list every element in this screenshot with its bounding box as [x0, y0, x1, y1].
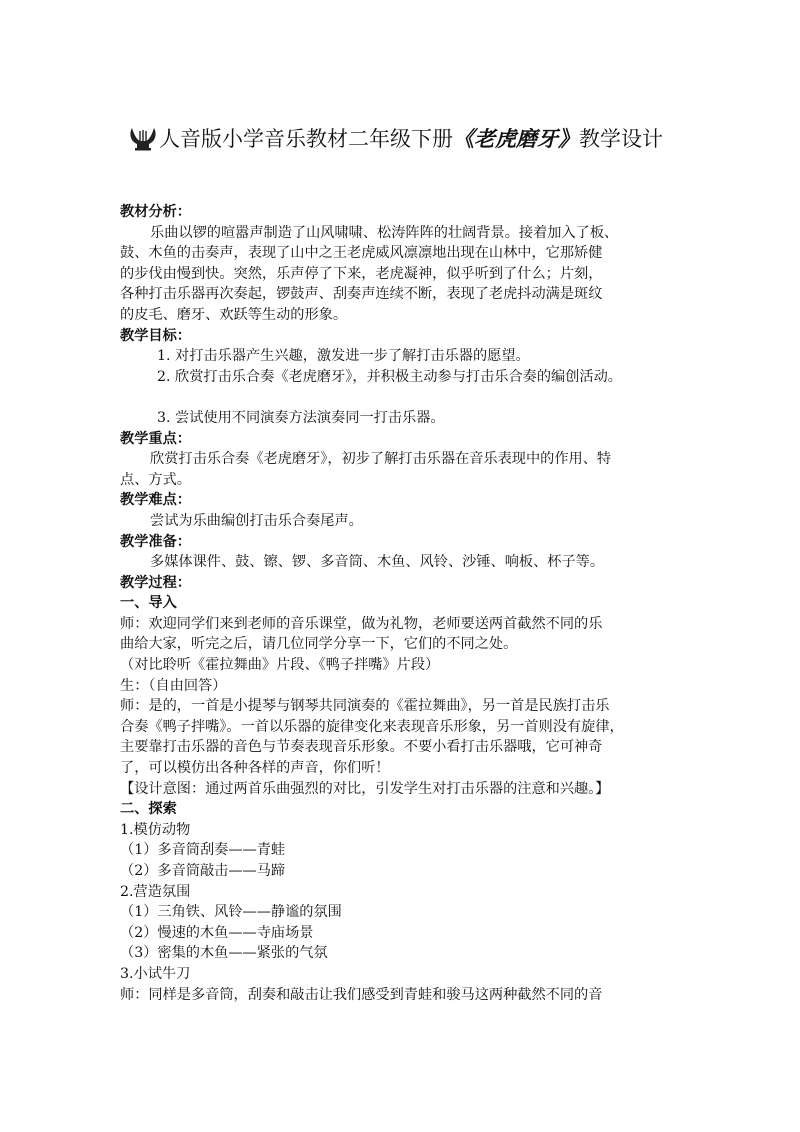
explore-line: （3）密集的木鱼——紧张的气氛 [120, 945, 328, 962]
difficulty-line: 尝试为乐曲编创打击乐合奏尾声。 [150, 512, 363, 529]
goal-item: 1. 对打击乐器产生兴趣，激发进一步了解打击乐器的愿望。 [157, 348, 530, 365]
analysis-line: 乐曲以锣的喧嚣声制造了山风啸啸、松涛阵阵的壮阔背景。接着加入了板、 [150, 224, 619, 241]
explore-line: 2.营造氛围 [120, 883, 191, 900]
title-song-name: 《老虎磨牙》 [453, 126, 579, 151]
analysis-line: 的步伐由慢到快。突然，乐声停了下来，老虎凝神，似乎听到了什么；片刻， [120, 265, 603, 282]
explore-line: 师：同样是多音筒，刮奏和敲击让我们感受到青蛙和骏马这两种截然不同的音 [120, 986, 603, 1003]
document-title [128, 122, 688, 156]
analysis-line: 各种打击乐器再次奏起，锣鼓声、刮奏声连续不断，表现了老虎抖动满是斑纹 [120, 286, 603, 303]
explore-line: （1）三角铁、风铃——静谧的氛围 [120, 904, 342, 921]
intro-line: （对比聆听《霍拉舞曲》片段、《鸭子拌嘴》片段） [120, 657, 440, 674]
explore-line: （2）多音筒敲击——马蹄 [120, 863, 286, 879]
intro-line: 【设计意图：通过两首乐曲强烈的对比，引发学生对打击乐器的注意和兴趣。】 [120, 780, 610, 797]
focus-line: 欣赏打击乐合奏《老虎磨牙》，初步了解打击乐器在音乐表现中的作用、特 [150, 451, 612, 468]
explore-line: （2）慢速的木鱼——寺庙场景 [120, 924, 314, 941]
analysis-line: 鼓、木鱼的击奏声，表现了山中之王老虎威风凛凛地出现在山林中，它那矫健 [120, 245, 603, 262]
process-heading: 教学过程： [120, 574, 191, 591]
explore-line: （1）多音筒刮奏——青蛙 [120, 842, 286, 859]
analysis-line: 的皮毛、磨牙、欢跃等生动的形象。 [120, 306, 348, 323]
intro-line: 主要靠打击乐器的音色与节奏表现音乐形象。不要小看打击乐器哦，它可神奇 [120, 739, 603, 756]
intro-line: 师：欢迎同学们来到老师的音乐课堂，做为礼物，老师要送两首截然不同的乐 [120, 615, 603, 632]
explore-line: 1.模仿动物 [120, 821, 191, 838]
difficulty-heading: 教学难点： [120, 492, 191, 509]
goals-heading: 教学目标： [120, 327, 191, 344]
goal-item: 2. 欣赏打击乐合奏《老虎磨牙》，并积极主动参与打击乐合奏的编创活动。 [157, 368, 622, 385]
explore-heading: 二、探索 [120, 801, 177, 818]
intro-heading: 一、导入 [120, 595, 177, 612]
intro-line: 合奏《鸭子拌嘴》。一首以乐器的旋律变化来表现音乐形象，另一首则没有旋律， [120, 718, 624, 735]
intro-line: 生：（自由回答） [120, 677, 227, 694]
goal-item: 3. 尝试使用不同演奏方法演奏同一打击乐器。 [157, 409, 445, 426]
lyre-logo-icon [128, 125, 158, 151]
focus-line: 点、方式。 [120, 471, 191, 488]
intro-line: 曲给大家，听完之后，请几位同学分享一下，它们的不同之处。 [120, 636, 518, 653]
title-prefix: 人音版小学音乐教材二年级下册 [159, 127, 453, 151]
analysis-heading: 教材分析： [120, 204, 191, 220]
intro-line: 了，可以模仿出各种各样的声音，你们听！ [120, 760, 390, 777]
explore-line: 3.小试牛刀 [120, 965, 191, 982]
intro-line: 师：是的，一首是小提琴与钢琴共同演奏的《霍拉舞曲》，另一首是民族打击乐 [120, 698, 610, 715]
prep-line: 多媒体课件、鼓、镲、锣、多音筒、木鱼、风铃、沙锤、响板、杯子等。 [150, 554, 605, 571]
prep-heading: 教学准备： [120, 533, 191, 550]
title-suffix: 教学设计 [579, 127, 663, 151]
focus-heading: 教学重点： [120, 430, 191, 447]
document-body [120, 202, 690, 1005]
